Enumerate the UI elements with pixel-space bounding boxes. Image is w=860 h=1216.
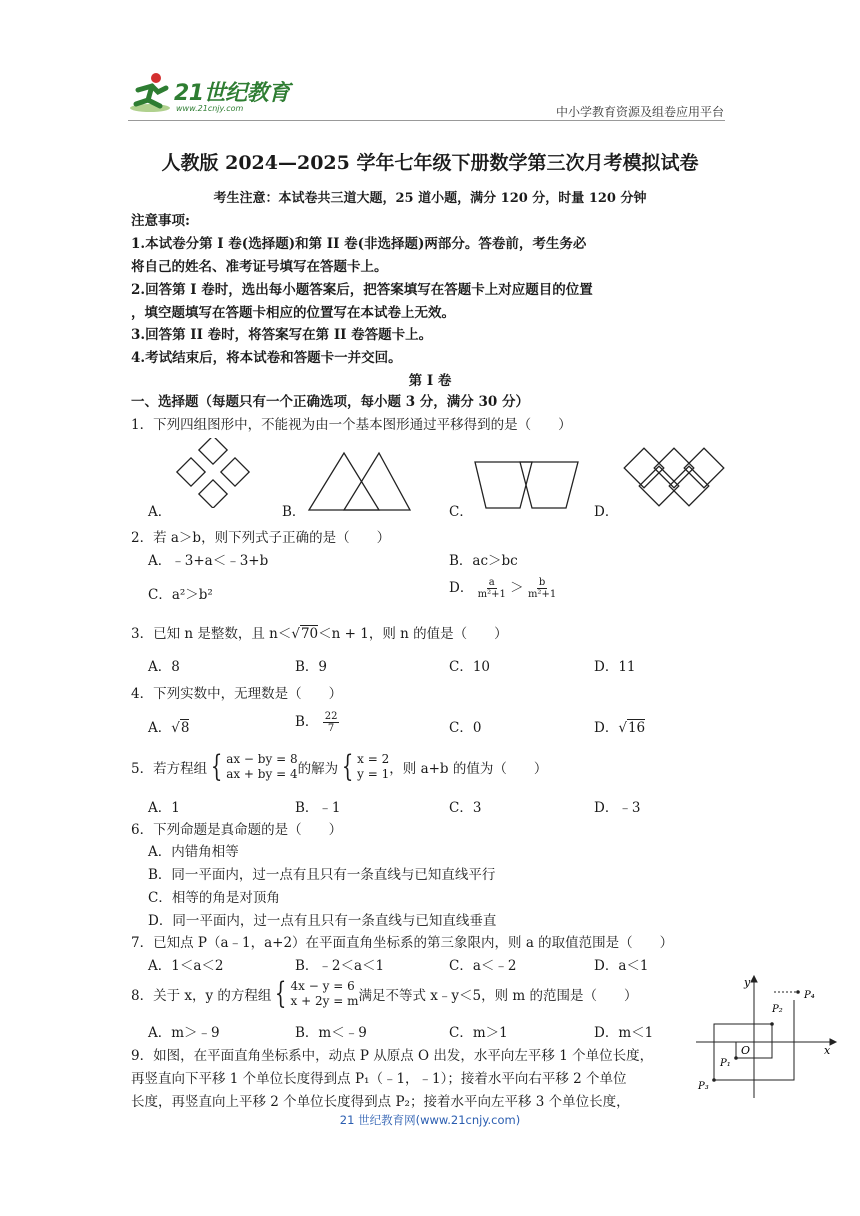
sqrt-sign: √	[171, 720, 180, 736]
instruction-line: 4.考试结束后，将本试卷和答题卡一并交回。	[131, 350, 402, 366]
instruction-line: 将自己的姓名、准考证号填写在答题卡上。	[131, 259, 388, 275]
q1-option-b: B．	[282, 504, 306, 520]
fig-x-label: x	[824, 1044, 831, 1057]
q1-figure-a	[175, 438, 251, 508]
part-one-heading: 第 I 卷	[408, 373, 452, 389]
section-heading: 一、选择题（每题只有一个正确选项，每小题 3 分，满分 30 分）	[131, 394, 529, 410]
q5-option-a: A．1	[148, 800, 180, 816]
sqrt-sign: √	[291, 626, 300, 642]
fig-p4-label: P₄	[804, 990, 815, 1001]
exam-notice: 考生注意：本试卷共三道大题，25 道小题，满分 120 分，时量 120 分钟	[213, 191, 647, 206]
question-7-stem: 7．已知点 P（a﹣1，a+2）在平面直角坐标系的第三象限内，则 a 的取值范围是（ ）	[131, 935, 674, 951]
q5-option-d: D．﹣3	[594, 800, 641, 816]
q7-option-b: B．﹣2＜a＜1	[295, 958, 385, 974]
q1-figure-b	[306, 450, 414, 512]
page-footer[interactable]: 21 世纪教育网(www.21cnjy.com)	[339, 1113, 521, 1127]
header-divider	[128, 120, 725, 121]
q4-option-c: C．0	[449, 720, 482, 736]
fraction: $\frac{b}{\text{m²+1}}$	[527, 577, 557, 600]
instruction-line: 3.回答第 II 卷时，将答案写在第 II 卷答题卡上。	[131, 327, 433, 343]
q4-option-b: B． $\frac{22}{7}$	[295, 711, 338, 734]
q2-option-d: D． $\frac{a}{\text{m²+1}}$ ＞ $\frac{b}{\text{m²+1}}$	[449, 577, 557, 600]
q7-option-d: D．a＜1	[594, 958, 649, 974]
q7-option-c: C．a＜﹣2	[449, 958, 517, 974]
q3-option-c: C．10	[449, 659, 491, 675]
fig-y-label: y	[744, 976, 751, 989]
question-3-stem: 3．已知 n 是整数，且 n＜√70＜n + 1，则 n 的值是（ ）	[131, 626, 508, 642]
q3-option-d: D．11	[594, 659, 636, 675]
q8-option-c: C．m＞1	[449, 1025, 508, 1041]
q6-option-b: B．同一平面内，过一点有且只有一条直线与已知直线平行	[148, 867, 496, 883]
q1-option-c: C．	[449, 504, 473, 520]
q1-figure-d	[618, 444, 730, 510]
q1-option-a: A．	[148, 504, 172, 520]
fraction: $\frac{22}{7}$	[324, 711, 338, 734]
q6-option-a: A．内错角相等	[148, 844, 239, 860]
instruction-line: 1.本试卷分第 I 卷(选择题)和第 II 卷(非选择题)两部分。答卷前，考生务必	[131, 236, 587, 252]
q4-option-d: D．√16	[594, 720, 646, 736]
question-9-line: 再竖直向下平移 1 个单位长度得到点 P₁（﹣1，﹣1）；接着水平向右平移 2 个单位	[131, 1071, 627, 1087]
q5-option-b: B．﹣1	[295, 800, 341, 816]
sqrt-sign: √	[618, 720, 627, 736]
q9-coordinate-figure	[694, 974, 840, 1100]
q8-option-d: D．m＜1	[594, 1025, 654, 1041]
page-title: 人教版 2024—2025 学年七年级下册数学第三次月考模拟试卷	[161, 152, 699, 174]
fig-p1-label: P₁	[720, 1058, 731, 1069]
question-4-stem: 4．下列实数中，无理数是（ ）	[131, 686, 343, 702]
q6-option-d: D．同一平面内，过一点有且只有一条直线与已知直线垂直	[148, 913, 497, 929]
question-5-stem: 5．若方程组 { ax − by = 8 ax + by = 4 的解为 { x = 2 y = 1 ，则 a+b 的值为（ ）	[131, 749, 548, 784]
question-9-line: 9．如图，在平面直角坐标系中，动点 P 从原点 O 出发，水平向左平移 1 个单位长度，	[131, 1048, 654, 1064]
q2-option-b: B．ac＞bc	[449, 553, 518, 569]
q2-option-c: C．a²＞b²	[148, 587, 213, 603]
q5-option-c: C．3	[449, 800, 482, 816]
fig-origin-label: O	[741, 1044, 751, 1057]
q2-option-a: A．﹣3+a＜﹣3+b	[148, 553, 269, 569]
question-1-stem: 1．下列四组图形中，不能视为由一个基本图形通过平移得到的是（ ）	[131, 417, 572, 433]
question-2-stem: 2．若 a＞b，则下列式子正确的是（ ）	[131, 530, 391, 546]
q4-option-a: A．√8	[148, 720, 190, 736]
runner-logo-icon	[128, 70, 174, 114]
question-9-line: 长度，再竖直向上平移 2 个单位长度得到点 P₂；接着水平向左平移 3 个单位长度，	[131, 1094, 630, 1110]
q3-option-a: A．8	[148, 659, 180, 675]
fraction: $\frac{a}{\text{m²+1}}$	[477, 577, 506, 600]
instruction-line: ，填空题填写在答题卡相应的位置写在本试卷上无效。	[131, 305, 455, 321]
q6-option-c: C．相等的角是对顶角	[148, 890, 280, 906]
site-logo	[128, 70, 288, 120]
q8-option-b: B．m＜﹣9	[295, 1025, 367, 1041]
fig-p2-label: P₂	[772, 1004, 783, 1015]
fig-p3-label: P₃	[698, 1081, 709, 1092]
question-8-stem: 8．关于 x，y 的方程组 { 4x − y = 6 x + 2y = m 满足不等式 x﹣y＜5，则 m 的范围是（ ）	[131, 976, 638, 1011]
q7-option-a: A．1＜a＜2	[148, 958, 224, 974]
instruction-line: 2.回答第 I 卷时，选出每小题答案后，把答案填写在答题卡上对应题目的位置	[131, 282, 593, 298]
question-6-stem: 6．下列命题是真命题的是（ ）	[131, 822, 343, 838]
platform-name: 中小学教育资源及组卷应用平台	[555, 105, 724, 119]
q3-option-b: B．9	[295, 659, 328, 675]
q1-option-d: D．	[594, 504, 619, 520]
q1-figure-c	[472, 458, 582, 512]
q8-option-a: A．m＞﹣9	[148, 1025, 220, 1041]
logo-url: www.21cnjy.com	[176, 104, 244, 113]
instructions-heading: 注意事项:	[131, 213, 190, 229]
logo-text: 21世纪教育	[174, 81, 290, 106]
